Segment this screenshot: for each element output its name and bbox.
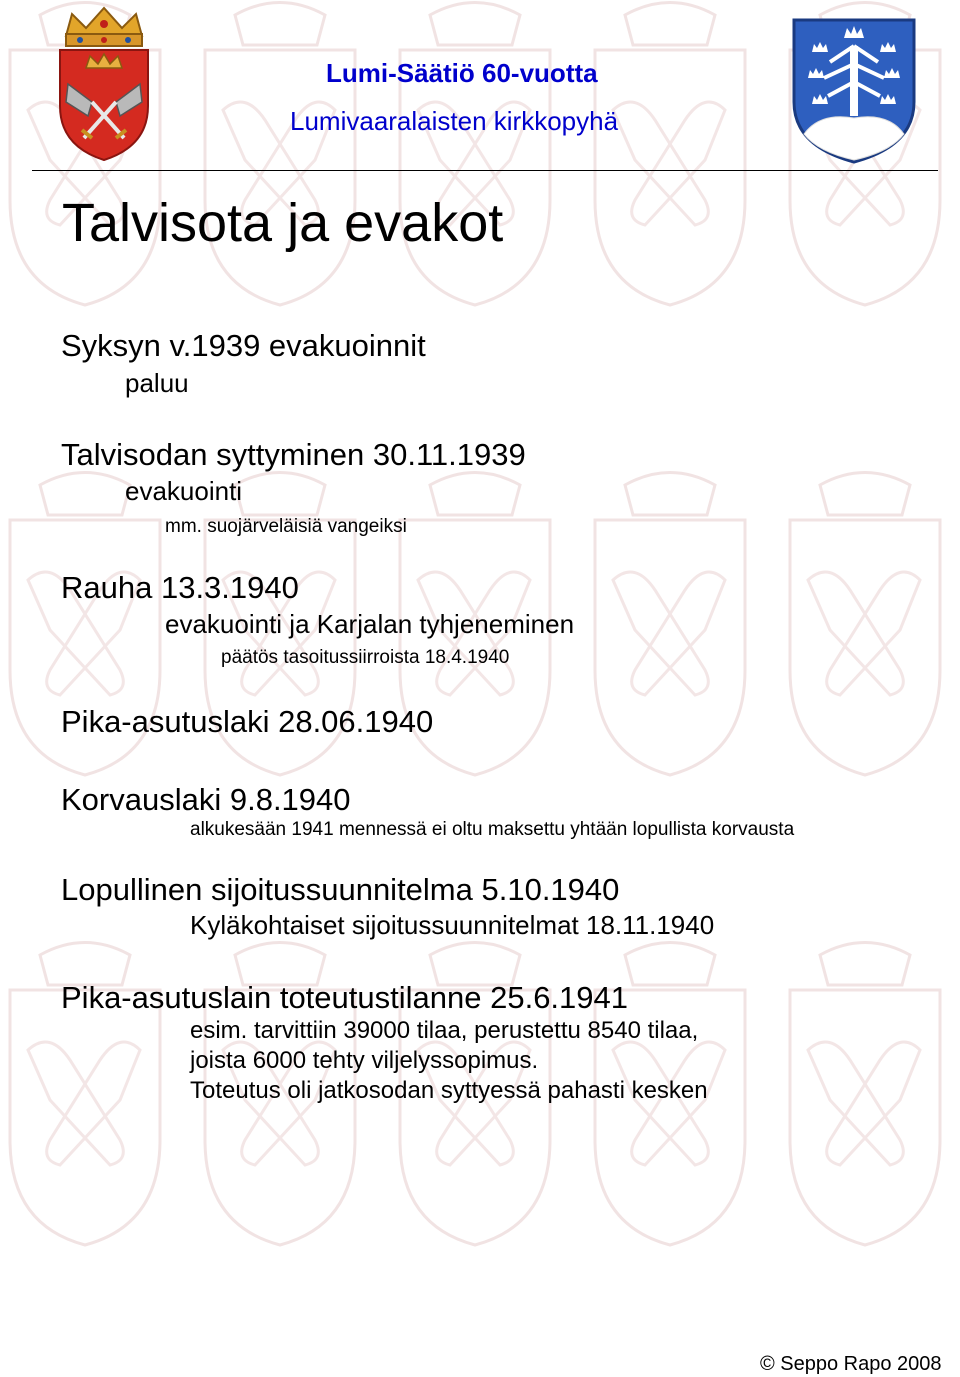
coat-of-arms-lumivaara-icon: [790, 16, 918, 164]
section-subline: alkukesään 1941 mennessä ei oltu maksettu yhtään lopullista korvausta: [190, 819, 795, 840]
section-heading: Pika-asutuslain toteutustilanne 25.6.1941: [61, 980, 629, 1015]
page-title: Talvisota ja evakot: [62, 193, 504, 253]
coat-of-arms-karelia-icon: [52, 6, 156, 162]
organization-title: Lumi-Säätiö 60-vuotta: [326, 58, 598, 88]
section-heading: Syksyn v.1939 evakuoinnit: [61, 328, 426, 363]
section-heading: Korvauslaki 9.8.1940: [61, 782, 351, 817]
section-line: Kyläkohtaiset sijoitussuunnitelmat 18.11.1940: [190, 910, 715, 940]
organization-subtitle: Lumivaaralaisten kirkkopyhä: [290, 106, 619, 136]
section-line: Toteutus oli jatkosodan syttyessä pahasti kesken: [190, 1077, 708, 1104]
section-line: evakuointi: [125, 476, 243, 506]
section-subline: päätös tasoitussiirroista 18.4.1940: [221, 647, 510, 668]
section-subline: mm. suojärveläisiä vangeiksi: [165, 516, 407, 537]
section-heading: Rauha 13.3.1940: [61, 570, 299, 605]
section-heading: Pika-asutuslaki 28.06.1940: [61, 704, 434, 739]
section-line: evakuointi ja Karjalan tyhjeneminen: [165, 609, 575, 639]
section-heading: Talvisodan syttyminen 30.11.1939: [61, 437, 526, 472]
section-heading: Lopullinen sijoitussuunnitelma 5.10.1940: [61, 872, 620, 907]
section-line: esim. tarvittiin 39000 tilaa, perustettu 8540 tilaa,: [190, 1017, 699, 1044]
copyright-notice: © Seppo Rapo 2008: [760, 1353, 942, 1375]
section-line: paluu: [125, 368, 189, 398]
section-line: joista 6000 tehty viljelyssopimus.: [190, 1047, 539, 1074]
header-divider: [32, 170, 938, 171]
